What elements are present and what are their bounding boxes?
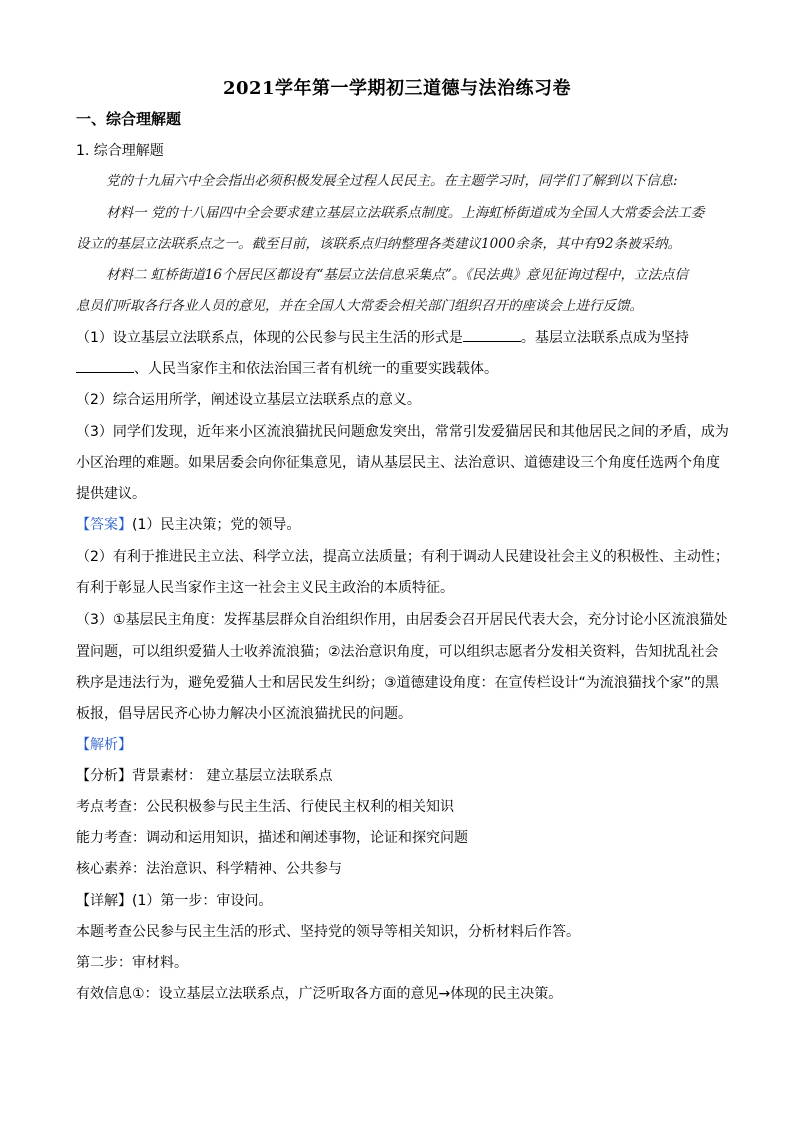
answer-line: 秩序是违法行为，避免爱猫人士和居民发生纠纷；③道德建设角度：在宣传栏设计“为流浪猫找个家”的黑 bbox=[76, 675, 720, 691]
question-1-text: 、人民当家作主和依法治国三者有机统一的重要实践载体。 bbox=[134, 361, 498, 377]
answer-line bbox=[76, 515, 726, 535]
material-intro: 党的十九届六中全会指出必须积极发展全过程人民民主。在主题学习时，同学们了解到以下信息: bbox=[106, 173, 678, 189]
answer-line: 置问题，可以组织爱猫人士收养流浪猫；②法治意识角度，可以组织志愿者分发相关资料，告知扰乱社会 bbox=[76, 644, 719, 660]
question-1-line bbox=[76, 358, 726, 379]
question-1-line bbox=[76, 327, 726, 348]
xiangjie-label: 【详解】 bbox=[76, 893, 132, 909]
analysis-line: 第二步：审材料。 bbox=[76, 955, 188, 971]
fenxi-label: 【分析】 bbox=[76, 768, 132, 784]
question-1-text: （1）设立基层立法联系点，体现的公民参与民主生活的形式是 bbox=[76, 330, 463, 346]
answer-text: (1）民主决策；党的领导。 bbox=[132, 517, 301, 533]
analysis-label: 【解析】 bbox=[76, 737, 132, 753]
question-3-line: （3）同学们发现，近年来小区流浪猫扰民问题愈发突出，常常引发爱猫居民和其他居民之间的矛盾，成为 bbox=[76, 424, 729, 440]
question-1-text: 。基层立法联系点成为坚持 bbox=[520, 330, 689, 346]
answer-line: （2）有利于推进民主立法、科学立法，提高立法质量；有利于调动人民建设社会主义的积极性、主动性； bbox=[76, 549, 729, 565]
answer-line: 板报，倡导居民齐心协力解决小区流浪猫扰民的问题。 bbox=[76, 706, 412, 722]
xiangjie-text: (1）第一步：审设问。 bbox=[132, 893, 273, 909]
page-title: 2021学年第一学期初三道德与法治练习卷 bbox=[222, 78, 572, 99]
analysis-line: 有效信息①：设立基层立法联系点，广泛听取各方面的意见→体现的民主决策。 bbox=[76, 986, 563, 1002]
material-two-line: 材料二 虹桥街道16个居民区都设有“基层立法信息采集点”。《民法典》意见征询过程中，立法点信 bbox=[106, 267, 689, 283]
question-2: （2）综合运用所学，阐述设立基层立法联系点的意义。 bbox=[76, 392, 421, 408]
question-number: 1. 综合理解题 bbox=[76, 143, 164, 159]
analysis-line: 本题考查公民参与民主生活的形式、坚持党的领导等相关知识，分析材料后作答。 bbox=[76, 924, 580, 940]
fill-blank[interactable] bbox=[463, 327, 521, 342]
section-heading: 一、综合理解题 bbox=[76, 110, 182, 128]
analysis-line: 核心素养：法治意识、科学精神、公共参与 bbox=[76, 861, 342, 877]
material-one-line: 材料一 党的十八届四中全会要求建立基层立法联系点制度。上海虹桥街道成为全国人大常委会法工委 bbox=[106, 205, 705, 221]
material-one-line: 设立的基层立法联系点之一。截至目前，该联系点归纳整理各类建议1000余条，其中有92条被采纳。 bbox=[76, 236, 682, 252]
fill-blank[interactable] bbox=[76, 358, 134, 373]
material-two-line: 息员们听取各行各业人员的意见，并在全国人大常委会相关部门组织召开的座谈会上进行反馈。 bbox=[76, 298, 643, 314]
answer-line: （3）①基层民主角度：发挥基层群众自治组织作用，由居委会召开居民代表大会，充分讨论小区流浪猫处 bbox=[76, 612, 728, 628]
answer-label: 【答案】 bbox=[76, 517, 132, 533]
analysis-line bbox=[76, 891, 726, 911]
fenxi-text: 背景素材： 建立基层立法联系点 bbox=[132, 768, 333, 784]
analysis-line bbox=[76, 766, 726, 786]
analysis-line: 考点考查：公民积极参与民主生活、行使民主权利的相关知识 bbox=[76, 799, 454, 815]
question-3-line: 提供建议。 bbox=[76, 486, 146, 502]
question-3-line: 小区治理的难题。如果居委会向你征集意见，请从基层民主、法治意识、道德建设三个角度任选两个角度 bbox=[76, 455, 720, 471]
analysis-line: 能力考查：调动和运用知识，描述和阐述事物，论证和探究问题 bbox=[76, 830, 468, 846]
answer-line: 有利于彰显人民当家作主这一社会主义民主政治的本质特征。 bbox=[76, 580, 454, 596]
